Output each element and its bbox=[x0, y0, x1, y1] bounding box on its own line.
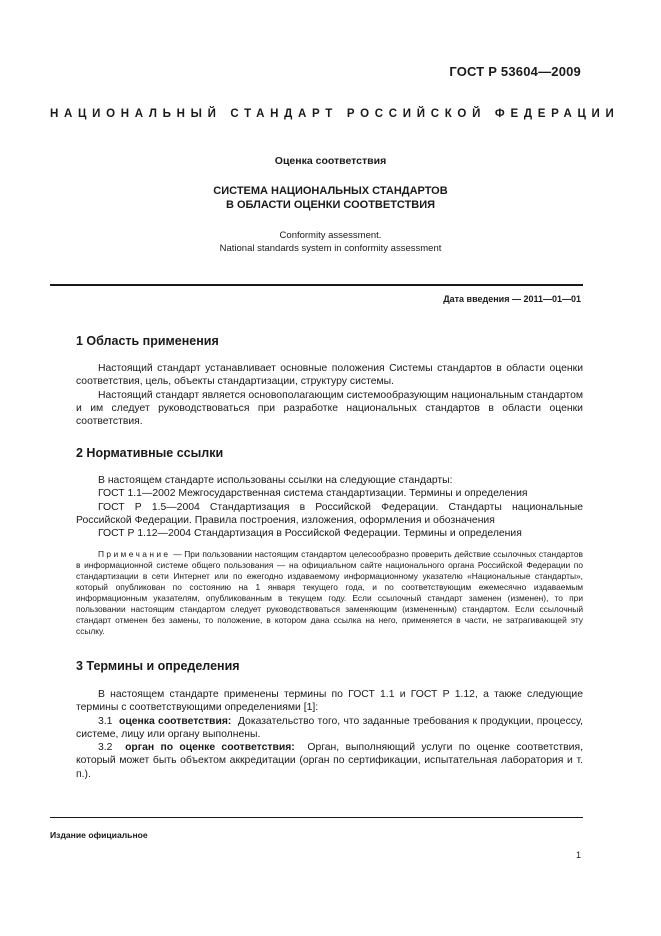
section-1-paragraph-1: Настоящий стандарт устанавливает основные положения Системы стандартов в области оценки соответствия, цель, объекты стандартизации, структуру системы. bbox=[76, 363, 583, 388]
section-1-heading: 1 Область применения bbox=[76, 334, 219, 348]
term-3-2-number: 3.2 bbox=[98, 742, 113, 754]
reference-gost-r-1-12: ГОСТ Р 1.12—2004 Стандартизация в Российской Федерации. Термины и определения bbox=[98, 528, 522, 540]
section-2-heading: 2 Нормативные ссылки bbox=[76, 446, 224, 460]
term-3-1-name: оценка соответствия: bbox=[119, 715, 232, 727]
section-3-intro: В настоящем стандарте применены термины по ГОСТ 1.1 и ГОСТ Р 1.12, а также следующие термины с соответствующими определениями [1]: bbox=[76, 689, 583, 714]
standard-title bbox=[0, 184, 661, 212]
section-2-intro: В настоящем стандарте использованы ссылки на следующие стандарты: bbox=[98, 475, 453, 486]
title-line-1: СИСТЕМА НАЦИОНАЛЬНЫХ СТАНДАРТОВ bbox=[213, 185, 448, 197]
term-3-1 bbox=[76, 715, 583, 742]
term-3-1-definition: Доказательство того, что заданные требования к продукции, процессу, системе, лицу или органу выполнены. bbox=[76, 715, 584, 740]
english-title bbox=[0, 229, 661, 255]
reference-gost-r-1-5: ГОСТ Р 1.5—2004 Стандартизация в Российской Федерации. Стандарты национальные Российской Федерации. Правила построения, изложения, оформления и обозначения bbox=[76, 501, 583, 526]
term-3-2-definition: Орган, выполняющий услуги по оценке соответствия, который может быть объектом аккредитации (орган по сертификации, испытательная лаборатория и т. п.). bbox=[76, 742, 584, 780]
title-line-2: В ОБЛАСТИ ОЦЕНКИ СООТВЕТСТВИЯ bbox=[225, 199, 436, 211]
term-3-1-number: 3.1 bbox=[98, 715, 113, 727]
page-number: 1 bbox=[575, 850, 581, 860]
section-1-paragraph-2: Настоящий стандарт является основополагающим системообразующим национальным стандартом и им следует руководствоваться при разработке национальных стандартов в области оценки соответствия. bbox=[76, 389, 583, 428]
reference-gost-1-1: ГОСТ 1.1—2002 Межгосударственная система стандартизации. Термины и определения bbox=[98, 488, 528, 500]
note-paragraph bbox=[76, 549, 583, 637]
note-label: Примечание bbox=[98, 549, 171, 559]
english-title-line-2: National standards system in conformity assessment bbox=[219, 243, 442, 254]
term-3-2-name: орган по оценке соответствия: bbox=[125, 742, 295, 754]
national-standard-banner: НАЦИОНАЛЬНЫЙ СТАНДАРТ РОССИЙСКОЙ ФЕДЕРАЦИИ bbox=[50, 108, 620, 120]
section-2-note bbox=[76, 549, 583, 637]
section-3-heading: 3 Термины и определения bbox=[76, 659, 240, 673]
header-rule bbox=[50, 284, 583, 286]
document-number: ГОСТ Р 53604—2009 bbox=[449, 64, 581, 79]
term-3-2 bbox=[76, 741, 583, 781]
standard-subject: Оценка соответствия bbox=[274, 155, 387, 167]
english-title-line-1: Conformity assessment. bbox=[279, 230, 382, 241]
footer-rule bbox=[50, 817, 583, 818]
section-1-body bbox=[76, 362, 583, 428]
official-edition-label: Издание официальное bbox=[50, 830, 148, 840]
introduction-date: Дата введения — 2011—01—01 bbox=[443, 294, 581, 304]
section-3-body bbox=[76, 688, 583, 781]
section-2-body bbox=[76, 474, 583, 540]
note-text: — При пользовании настоящим стандартом целесообразно проверить действие ссылочных стандартов в информационной системе общего пользования — на официальном сайте национального органа Российской Федерации по стандартизации в сети Интернет или по ежегодно издаваемому информационному указателю «Национальные стандарты», который опубликован по состоянию на 1 января текущего года, и по соответствующим ежемесячно издаваемым информационным указателям, опубликованным в текущем году. Если ссылочный стандарт заменен (изменен), то при пользовании настоящим стандартом следует руководствоваться заменяющим (измененным) стандартом. Если ссылочный стандарт отменен без замены, то положение, в котором дана ссылка на него, применяется в части, не затрагивающей эту ссылку. bbox=[76, 549, 583, 636]
